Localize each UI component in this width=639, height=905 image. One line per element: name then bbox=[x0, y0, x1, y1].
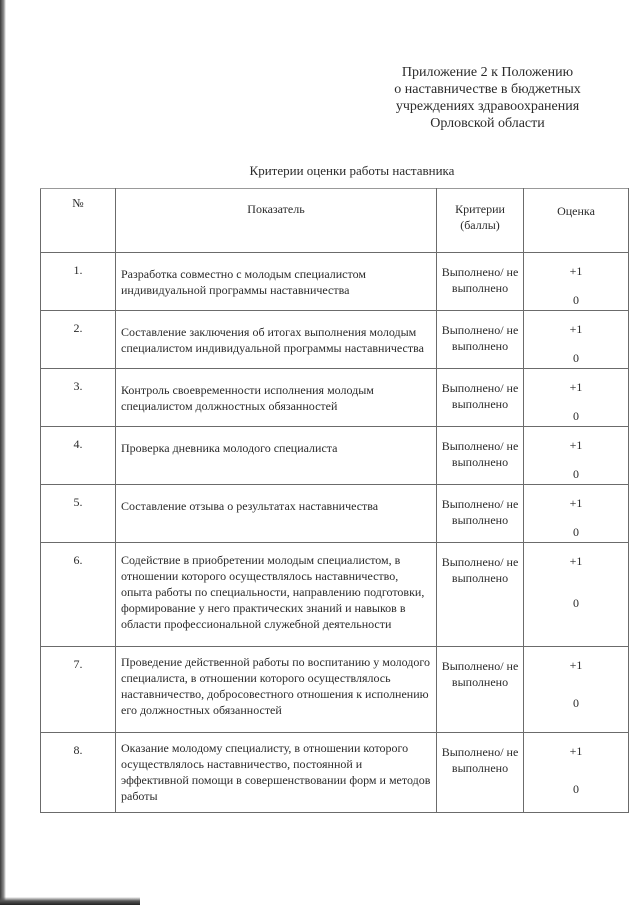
row-indicator: Разработка совместно с молодым специалистом индивидуальной программы наставничества bbox=[121, 267, 366, 297]
score-plus: +1 bbox=[569, 496, 583, 510]
table-row bbox=[41, 647, 629, 733]
table-row bbox=[41, 311, 629, 369]
row-criteria: Выполнено/ не выполнено bbox=[441, 439, 519, 469]
row-indicator: Оказание молодому специалисту, в отношении которого осуществлялось наставничество, постоянной и эффективной помощи в совершенствовании форм и методов работы bbox=[121, 741, 431, 803]
row-number: 8. bbox=[73, 743, 83, 757]
row-number: 1. bbox=[73, 263, 83, 277]
row-number: 2. bbox=[73, 321, 83, 335]
row-indicator: Составление отзыва о результатах наставничества bbox=[121, 499, 379, 513]
score-zero: 0 bbox=[573, 467, 579, 481]
appendix-line: Орловской области bbox=[430, 116, 545, 131]
row-criteria: Выполнено/ не выполнено bbox=[441, 381, 519, 411]
row-criteria: Выполнено/ не выполнено bbox=[441, 659, 519, 689]
row-indicator: Проверка дневника молодого специалиста bbox=[121, 441, 338, 455]
row-number: 4. bbox=[73, 437, 83, 451]
row-criteria: Выполнено/ не выполнено bbox=[441, 497, 519, 527]
table-row bbox=[41, 485, 629, 543]
header-number: № bbox=[41, 189, 116, 253]
table-row bbox=[41, 543, 629, 647]
document-title: Критерии оценки работы наставника bbox=[249, 163, 455, 178]
header-indicator: Показатель bbox=[116, 189, 437, 253]
row-indicator: Проведение действенной работы по воспитанию у молодого специалиста, в отношении которого осуществлялось наставничество, добросовестного отношения к исполнению его должностных обязанностей bbox=[121, 655, 431, 717]
scan-shadow-left bbox=[0, 0, 6, 905]
row-indicator: Составление заключения об итогах выполнения молодым специалистом индивидуальной программы наставничества bbox=[121, 325, 424, 355]
row-number: 6. bbox=[73, 553, 83, 567]
score-zero: 0 bbox=[573, 782, 579, 796]
row-indicator: Контроль своевременности исполнения молодым специалистом должностных обязанностей bbox=[121, 383, 374, 413]
row-criteria: Выполнено/ не выполнено bbox=[441, 323, 519, 353]
appendix-line: о наставничестве в бюджетных bbox=[394, 82, 581, 97]
table-row bbox=[41, 369, 629, 427]
row-number: 3. bbox=[73, 379, 83, 393]
header-criteria: Критерии (баллы) bbox=[437, 189, 524, 253]
row-criteria: Выполнено/ не выполнено bbox=[441, 745, 519, 775]
table-row bbox=[41, 427, 629, 485]
scan-shadow-bottom bbox=[0, 897, 140, 905]
score-plus: +1 bbox=[569, 380, 583, 394]
row-number: 5. bbox=[73, 495, 83, 509]
row-number: 7. bbox=[73, 657, 83, 671]
score-zero: 0 bbox=[573, 696, 579, 710]
row-indicator: Содействие в приобретении молодым специалистом, в отношении которого осуществлялось наставничество, опыта работы по специальности, направлению подготовки, формирование у него практических знаний и навыков в области профессиональной служебной деятельности bbox=[121, 553, 425, 631]
score-plus: +1 bbox=[569, 438, 583, 452]
score-zero: 0 bbox=[573, 293, 579, 307]
table-row bbox=[41, 733, 629, 813]
row-criteria: Выполнено/ не выполнено bbox=[441, 265, 519, 295]
appendix-line: учреждениях здравоохранения bbox=[395, 99, 580, 114]
score-plus: +1 bbox=[569, 322, 583, 336]
score-zero: 0 bbox=[573, 596, 579, 610]
table-row bbox=[41, 253, 629, 311]
row-criteria: Выполнено/ не выполнено bbox=[441, 555, 519, 585]
appendix-note bbox=[380, 64, 595, 132]
appendix-line: Приложение 2 к Положению bbox=[401, 65, 574, 80]
score-zero: 0 bbox=[573, 525, 579, 539]
score-plus: +1 bbox=[569, 554, 583, 568]
score-plus: +1 bbox=[569, 658, 583, 672]
header-score: Оценка bbox=[524, 189, 629, 253]
score-plus: +1 bbox=[569, 744, 583, 758]
table-header-row bbox=[41, 189, 629, 253]
score-zero: 0 bbox=[573, 409, 579, 423]
score-zero: 0 bbox=[573, 351, 579, 365]
score-plus: +1 bbox=[569, 264, 583, 278]
criteria-table bbox=[40, 188, 629, 813]
